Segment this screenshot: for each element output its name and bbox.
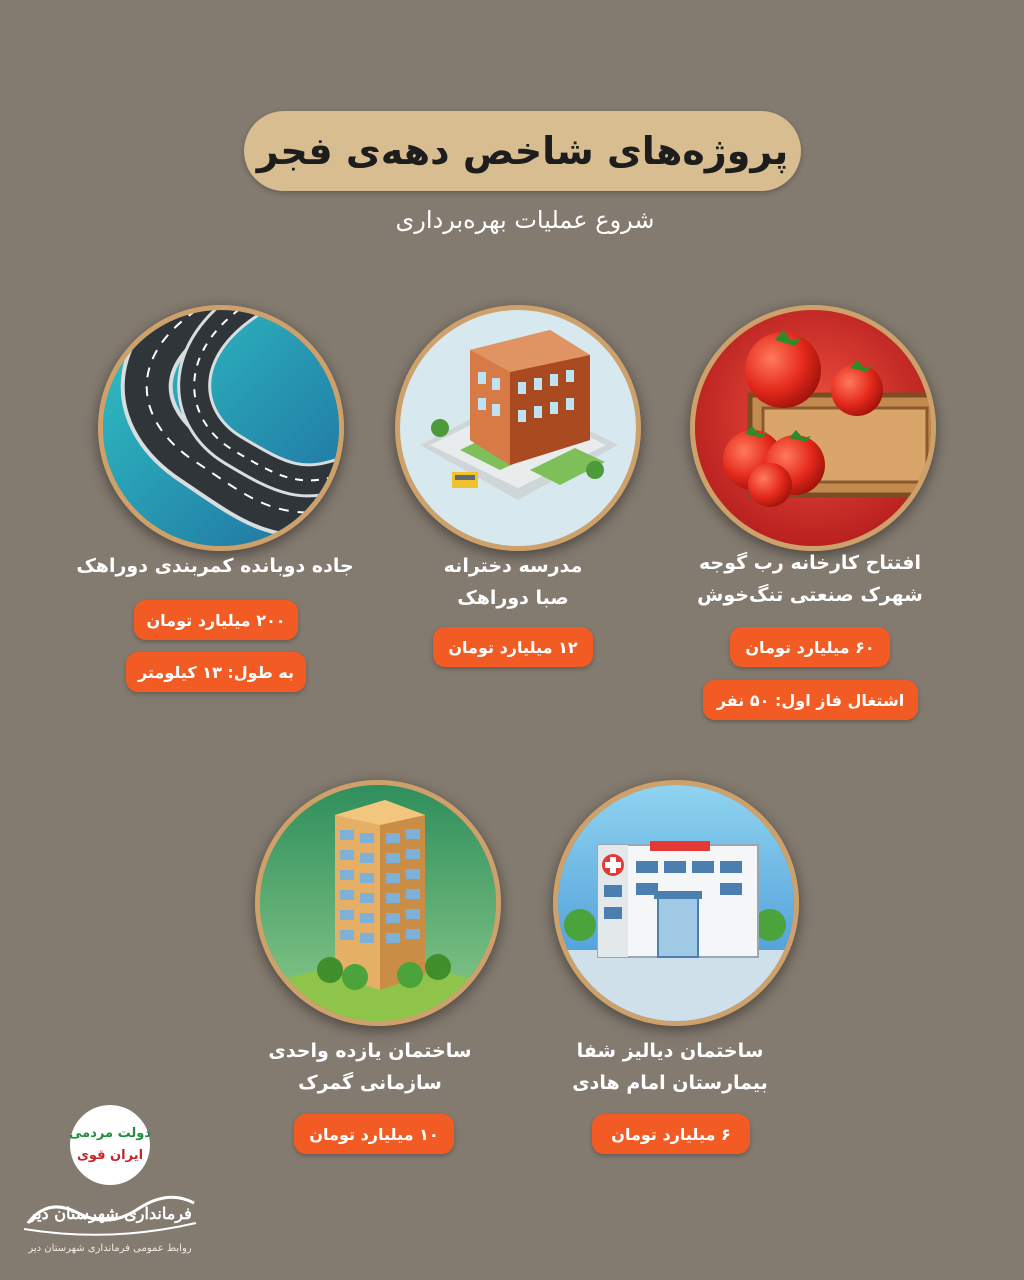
project-title-line: جاده دوبانده کمربندی دوراهک bbox=[76, 555, 354, 577]
project-title-tomato-factory bbox=[640, 547, 980, 611]
project-title-line: افتتاح کارخانه رب گوجه bbox=[699, 552, 921, 574]
strong-iran-emblem bbox=[68, 1103, 152, 1187]
project-title-road bbox=[45, 550, 385, 582]
winding-road-icon bbox=[98, 305, 344, 551]
project-title-school bbox=[343, 550, 683, 614]
svg-text:ایران قوی: ایران قوی bbox=[76, 1148, 144, 1163]
tomatoes-crate-icon bbox=[690, 305, 936, 551]
page-title: پروژه‌های شاخص دهه‌ی فجر bbox=[244, 111, 801, 191]
budget-badge: ۲۰۰ میلیارد تومان bbox=[134, 600, 298, 640]
budget-badge: ۱۰ میلیارد تومان bbox=[294, 1114, 454, 1154]
budget-badge: ۶۰ میلیارد تومان bbox=[730, 627, 890, 667]
school-building-icon bbox=[395, 305, 641, 551]
budget-badge: ۱۲ میلیارد تومان bbox=[433, 627, 593, 667]
svg-text:فرمانداری شهرستان دیر: فرمانداری شهرستان دیر bbox=[28, 1204, 192, 1223]
project-title-line: ساختمان دیالیز شفا bbox=[576, 1040, 764, 1062]
budget-badge: ۶ میلیارد تومان bbox=[592, 1114, 750, 1154]
project-title-line: سازمانی گمرک bbox=[298, 1072, 442, 1094]
page-subtitle: شروع عملیات بهره‌برداری bbox=[395, 206, 655, 234]
project-title-customs bbox=[200, 1035, 540, 1099]
project-title-line: شهرک صنعتی تنگ‌خوش bbox=[697, 584, 923, 606]
office-tower-icon bbox=[255, 780, 501, 1026]
project-title-dialysis bbox=[500, 1035, 840, 1099]
project-title-line: مدرسه دخترانه bbox=[443, 555, 583, 577]
project-title-line: صبا دوراهک bbox=[457, 587, 569, 609]
employment-badge: اشتغال فاز اول: ۵۰ نفر bbox=[703, 680, 918, 720]
svg-text:دولت مردمی: دولت مردمی bbox=[69, 1126, 151, 1141]
length-badge: به طول: ۱۳ کیلومتر bbox=[126, 652, 306, 692]
project-title-line: ساختمان یازده واحدی bbox=[268, 1040, 472, 1062]
governorate-logo bbox=[18, 1183, 202, 1243]
hospital-building-icon bbox=[553, 780, 799, 1026]
footer-caption: روابط عمومی فرمانداری شهرستان دیر bbox=[28, 1243, 192, 1254]
project-title-line: بیمارستان امام هادی bbox=[572, 1072, 768, 1094]
